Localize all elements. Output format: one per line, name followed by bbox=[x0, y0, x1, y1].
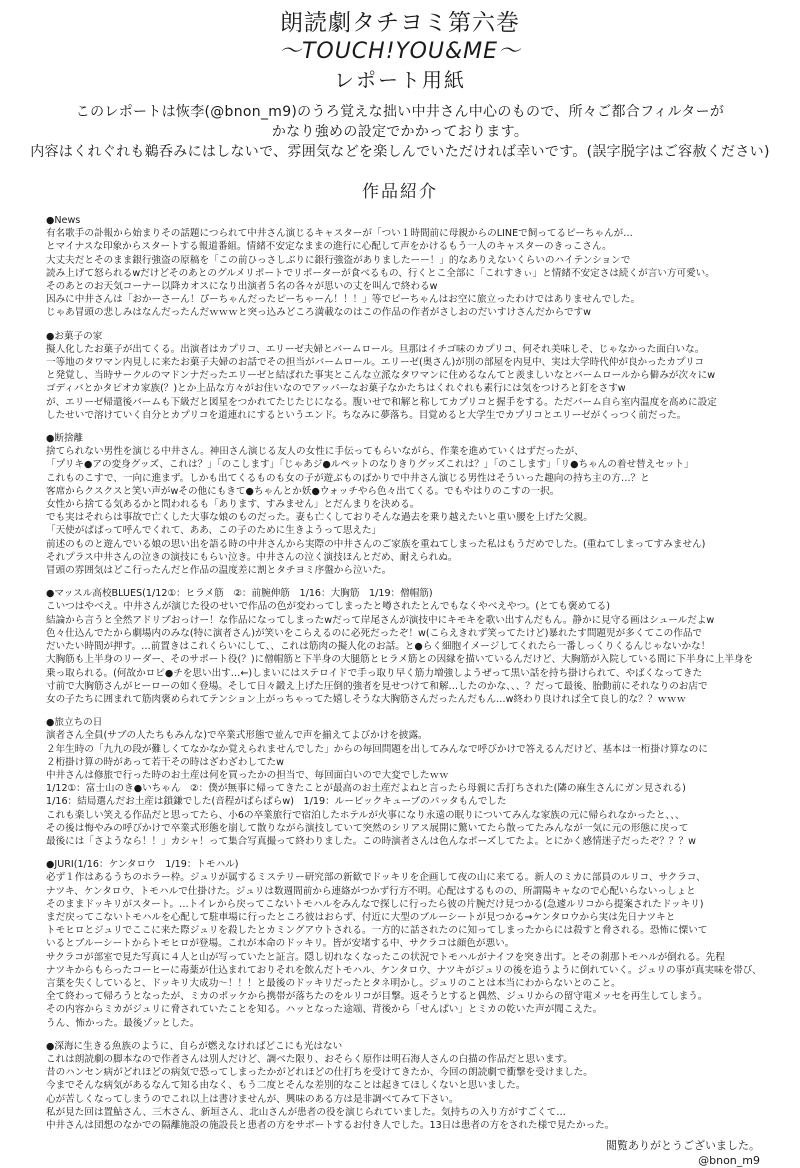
entry-line: 一等地のタワマン内見しに来たお菓子夫婦のお話でその担当がバームロール。エリーゼ(奥さん)が別の部屋を内見中、実は大学時代仲が良かったカプリコ bbox=[46, 357, 705, 369]
report-header bbox=[0, 8, 800, 204]
entry-line: ナツキ、ケンタロウ、トモハルで仕掛けた。ジュリは数週間前から連絡がつかず行方不明。心配はするものの、所謂陽キャなので心配いらないっしょと bbox=[46, 885, 696, 897]
entry-line: 中井さんは団想のなかでの隔離施設の施設長と患者の方をサポートするお付き人でした。13日は患者の方をされた様で見たかった。 bbox=[46, 1120, 615, 1131]
entry-title: ●JURI(1/16：ケンタロウ 1/19：トモハル) bbox=[46, 859, 239, 871]
entry-line: 色々仕込んでたから劇場内のみな(特に演者さん)が笑いをこらえるのに必死だったぞ！w(こらえきれず笑ってたけど)暴れたす問題児が多くてこの作品で bbox=[46, 627, 703, 639]
entry-line: 最後には「さようなら！！」カシャ！って集合写真撮って終わりました。この時演者さんは色んなポーズしてたよ。とにかく感情迷子だったぞ？？？w bbox=[46, 835, 696, 847]
thanks-text: 閲覧ありがとうございました。 bbox=[606, 1139, 760, 1153]
entry-line: トモヒロとジュリでここに来た際ジュリを殺したとカミングアウトされる。一方的に話されたのに知ってしまったからには殺すと脅される。恐怖に慄いて bbox=[46, 925, 708, 937]
entry-line: その後は悔やみの呼びかけで卒業式形態を崩して散りながら演技していて突然のシリアス展開に驚いてたら散ってたみんなが一気に元の形態に戻って bbox=[46, 822, 689, 834]
entry-title: ●お菓子の家 bbox=[46, 330, 103, 342]
entry-line: そのあとのお天気コーナー以降カオスになり出演者５名の各々が思いの丈を叫んで終わるw bbox=[46, 281, 438, 293]
entry-line: いるとブルーシートからトモヒロが登場。これが本命のドッキリ。皆が安堵する中、サクラコは顔色が悪い。 bbox=[46, 938, 515, 950]
title-line-3: レポート用紙 bbox=[334, 68, 466, 92]
closing bbox=[0, 1138, 760, 1168]
entry-line: ナツキからもらったコーヒーに毒薬が仕込まれておりそれを飲んだトモハル、ケンタロウ、ナツキがジュリの後を追うように倒れていく。ジュリの事が真実味を帯び、 bbox=[46, 964, 762, 976]
entry-line: 「プリキ●アの変身グッズ、これは？」「のこします」「じゃあジ●ルペットのなりきりグッズこれは？」「のこします」「リ●ちゃんの着せ替えセット」 bbox=[46, 459, 694, 471]
intro-line: このレポートは恢李(@bnon_m9)のうろ覚えな拙い中井さん中心のもので、所々ご都合フィルターが bbox=[75, 104, 725, 120]
section-title: 作品紹介 bbox=[362, 182, 438, 202]
entry-line: 大丈夫だとそのまま銀行強盗の原稿を「この前ひっさしぶりに銀行強盗がありましたーー！」的なありえないくらいのハイテンションで bbox=[46, 254, 631, 266]
author-handle: @bnon_m9 bbox=[698, 1154, 760, 1168]
entry-line: 読み上げて怒られるwだけどそのあとのグルメリポートでリポーターが食べるもの、行くとこ全部に「これすきぃ」と情緒不安定さは続くが言い方可愛い。 bbox=[46, 267, 715, 279]
entry-line: サクラコが部室で見た写真に４人と山が写っていたと証言。隠し切れなくなったこの状況でトモハルがナイフを突き出す。とその刹那トモハルが倒れる。先程 bbox=[46, 951, 725, 963]
entry bbox=[46, 1040, 776, 1132]
entry-line: 擬人化したお菓子が出てくる。出演者はカプリコ、エリーゼ夫婦とバームロール。旦那はイチゴ味のカプリコ、何それ美味しそ、じゃなかった面白いな。 bbox=[46, 343, 705, 355]
entry-line: ２桁掛け算の時があって若干その時はざわざわしてたw bbox=[46, 756, 284, 768]
entry bbox=[46, 587, 776, 706]
entry-line: 私が見た回は置鮎さん、三木さん、新垣さん、北山さんが患者の役を演じられていました。気持ちの入り方がすごくて… bbox=[46, 1106, 566, 1118]
entry-line: 昔のハンセン病がどれほどの病気で恐ってしまったかがどれほどの仕打ちを受けてきたか、今回の朗読劇で衝撃を受けました。 bbox=[46, 1067, 593, 1079]
entry-line: 必ず１作はあるうちのホラー枠。ジュリが属するミステリー研究部の新歓でドッキリを企画して夜の山に来てる。新人のミカに部員のルリコ、サクラコ、 bbox=[46, 872, 706, 884]
entry bbox=[46, 432, 776, 577]
entry-line: 因みに中井さんは「おかーさーん！ぴーちゃんだったピーちゃーん！！！」等でピーちゃんはお空に旅立ったわけではありませんでした。 bbox=[46, 294, 641, 306]
entry-line: これも楽しい笑える作品だと思ってたら、小6の卒業旅行で宿泊したホテルが火事になり永遠の眠りについてみんな家族の元に帰られなかったと、、、 bbox=[46, 809, 685, 821]
entry-line: ２年生時の「九九の段が難しくてなかなか覚えられませんでした」からの毎回問題を出してみんなで呼びかけで答えるんだけど、基本は一桁掛け算なのに bbox=[46, 743, 708, 755]
entry-line: 寸前で大胸筋さんがヒーローの如く登場。そして日々鍛え上げた圧倒的強者を見せつけて和解…したのかな、、、？だって最後、胎動前にそれなりのお店で bbox=[46, 680, 708, 692]
entry-line: 中井さんは修旅で行った時のお土産は何を買ったかの担当で、毎回面白いので大変でしたｗｗ bbox=[46, 769, 449, 781]
entry-line: だいたい時間が押す。…前置きはこれくらいにして、、これは筋肉の擬人化のお話。と●らく細胞イメージしてくれたら一番しっくりくるんじゃないかな！ bbox=[46, 641, 711, 653]
entry-line: 客席からクスクスと笑い声がwその他にもきて●ちゃんとか妖●ウォッチやら色々出てくる。でもやはりのこすの一択。 bbox=[46, 485, 560, 497]
title-line-1: 朗読劇タチヨミ第六巻 bbox=[280, 10, 520, 36]
intro-line: かなり強めの設定でかかっております。 bbox=[271, 124, 529, 140]
entry-line: と発覚し、当時サークルのマドンナだったエリーゼと結ばれた事実とこんな立派なタワマンに住めるなんてと羨ましいなとバームロールから僻みが次々にw bbox=[46, 370, 716, 382]
entry-line: が、エリーゼ帰還後バームも下級だと図星をつかれてたじたじになる。腹いせで和解と称してカプリコと握手をする。ただバーム自ら室内温度を高めに設定 bbox=[46, 396, 717, 408]
entry-line: 大胸筋も上半身のリーダー、そのサポート役(？)に僧帽筋と下半身の大腿筋とヒラメ筋との因縁を描いているんだけど、大胸筋が入院している間に下半身に上半身を bbox=[46, 654, 754, 666]
title-line-2: 〜TOUCH!YOU&ME〜 bbox=[278, 39, 522, 64]
entry-line: うん、怖かった。最後ゾッとした。 bbox=[46, 1017, 200, 1029]
entry bbox=[46, 858, 776, 1030]
entry-line: 1/16：結局選んだお土産は鎖鎌でした(音程がぱらぱらw) 1/19：ルービックキューブのパッタもんでした bbox=[46, 796, 507, 808]
entry-line: 心が苦しくなってしまうのでこれ以上は書けませんが、興味のある方は是非調べてみて下さい。 bbox=[46, 1093, 459, 1105]
intro-line: 内容はくれぐれも鵜呑みにはしないで、雰囲気などを楽しんでいただければ幸いです。(誤字脱字はご容赦ください) bbox=[30, 144, 770, 160]
entry-title: ●深海に生きる魚族のように、自らが燃えなければどこにも光はない bbox=[46, 1040, 343, 1052]
entry-line: したせいで溶けていく自分とカプリコを道連れにするというエンド。ちなみに夢落ち。目覚めると大学生でカプリコとエリーゼがくっつく前だった。 bbox=[46, 409, 687, 421]
entry-line: これものこすで、一向に進まず。しかも出てくるものも女の子が遊ぶものばかりで中井さん演じる男性はそういった趣向の持ち主の方…？と bbox=[46, 472, 650, 484]
entry-line: 今までそんな病気があるなんて知る由なく、もう二度とそんな差別的なことは起きてほしくないと思いました。 bbox=[46, 1080, 526, 1092]
entry-line: 女性から捨てる気あるかと問われるも「あります、すみません」とだんまりを決める。 bbox=[46, 499, 420, 511]
entry-line: それプラス中井さんの泣きの演技にもらい泣き。中井さんの泣く演技ほんとだめ、耐えられぬ。 bbox=[46, 551, 458, 563]
entry-line: こいつはやべえ。中井さんが演じた役のせいで作品の色が変わってしまったと噂されたとんでもなくやべえやつ。(とても褒めてる) bbox=[46, 601, 611, 613]
entry bbox=[46, 330, 776, 422]
entry-line: じゃあ冒頭の悲しみはなんだったんだｗｗｗと突っ込みどころ満載なのはこの作品の作者がさしおのだいすけさんだからですw bbox=[46, 307, 591, 319]
entry-line: とマイナスな印象からスタートする報道番組。情緒不安定なままの進行に心配して声をかけるもう一人のキャスターのきっこさん。 bbox=[46, 241, 612, 253]
entry-line: 全て終わって帰ろうとなったが、ミカのポッケから携帯が落ちたのをルリコが目撃。返そうとすると偶然、ジュリからの留守電メッセを再生してしまう。 bbox=[46, 991, 708, 1003]
entry bbox=[46, 716, 776, 848]
entry-line: そのままドッキリがスタート。…トイレから戻ってこないトモハルをみんなで探しに行ったら彼の片腕だけ見つかる(急遽ルリコから提案されたドッキリ) bbox=[46, 898, 704, 910]
entry-line: ゴディバとかタピオカ家族(？)とか上品な方々がお住いなのでアッパーなお菓子なかたちはくれぐれも素行には気をつけろと釘をさすw bbox=[46, 383, 626, 395]
entry-line: 冒頭の雰囲気はどこ行ったんだと作品の温度差に割とタチヨミ序盤から泣いた。 bbox=[46, 565, 392, 577]
entry-line: まだ戻ってこないトモハルを心配して駐車場に行ったところ彼はおらず、付近に大型のブルーシートが見つかる→ケンタロウから実は先日ナツキと bbox=[46, 911, 676, 923]
entry-line: 結論から言うと全然アドリブおっけー！な作品になってしまったwだって岸尾さんが演技中にキモキを歌い出すんだもん。静かに見守る画はシュールだよw bbox=[46, 614, 715, 626]
entry-title: ●News bbox=[46, 215, 81, 226]
entry-line: でも実はそれらは事故で亡くした大事な娘のものだった。妻も亡くしておりそんな過去を乗り越えたいと重い腰を上げた父親。 bbox=[46, 512, 593, 524]
entry-line: 捨てられない男性を演じる中井さん。神田さん演じる友人の女性に手伝ってもらいながら、作業を進めていくはずだったが、 bbox=[46, 446, 584, 458]
entry-title: ●マッスル高校BLUES(1/12①：ヒラメ筋 ②：前腕伸筋 1/16：大胸筋 1/19：僧帽筋) bbox=[46, 588, 433, 600]
entry-title: ●断捨離 bbox=[46, 433, 84, 445]
entries-list bbox=[46, 214, 776, 1132]
entry bbox=[46, 214, 776, 320]
intro-paragraph bbox=[0, 102, 800, 162]
entry-line: 演者さん全員(サブの人たちもみんな)で卒業式形態で並んで声を揃えてよびかけを披露。 bbox=[46, 730, 428, 742]
entry-line: 前述のものと遊んでいる娘の思い出を語る時の中井さんから実際の中井さんのご家族を重ねてしまった私はもうだめでした。(重ねてしまってすみません) bbox=[46, 538, 706, 550]
entry-line: 乗っ取られる。(何故かロピ●チを思い出す…←)しまいにはステロイドで手っ取り早く筋力増強しようぜって黒い話を持ち掛けられて、やばくなってきた bbox=[46, 667, 703, 679]
entry-line: 言葉を失くしていると、ドッキリ大成功～！！！と最後のドッキリだったとタネ明かし。ジュリのことは本当にわからないとのこと。 bbox=[46, 977, 621, 989]
entry-title: ●旅立ちの日 bbox=[46, 717, 103, 729]
entry-line: 有名歌手の訃報から始まりその話題につられて中井さん演じるキャスターが「つい１時間前に母親からのLINEで飼ってるピーちゃんが… bbox=[46, 228, 633, 240]
entry-line: 1/12①：富士山のき●いちゃん ②：僕が無事に帰ってきたことが最高のお土産だよねと言ったら母親に舌打ちされた(隣の麻生さんにガン見される) bbox=[46, 783, 686, 795]
entry-line: 女の子たちに囲まれて筋肉褒められてテンション上がっちゃってた嬉しそうな大胸筋さんだったんだもん…w終わり良ければ全て良し的な？？ｗｗｗ bbox=[46, 693, 687, 705]
entry-line: その内容からミカがジュリに脅されていたことを知る。ハッとなった途端、背後から「せんぱい」とミカの乾いた声が聞こえた。 bbox=[46, 1004, 603, 1016]
entry-line: 「天使がぱぱって呼んでくれて、ああ、この子のために生きようって思えた」 bbox=[46, 525, 382, 537]
entry-line: これは朗読劇の脚本なので作者さんは別人だけど、調べた限り、おそらく原作は明石海人さんの白描の作品だと思います。 bbox=[46, 1053, 573, 1065]
